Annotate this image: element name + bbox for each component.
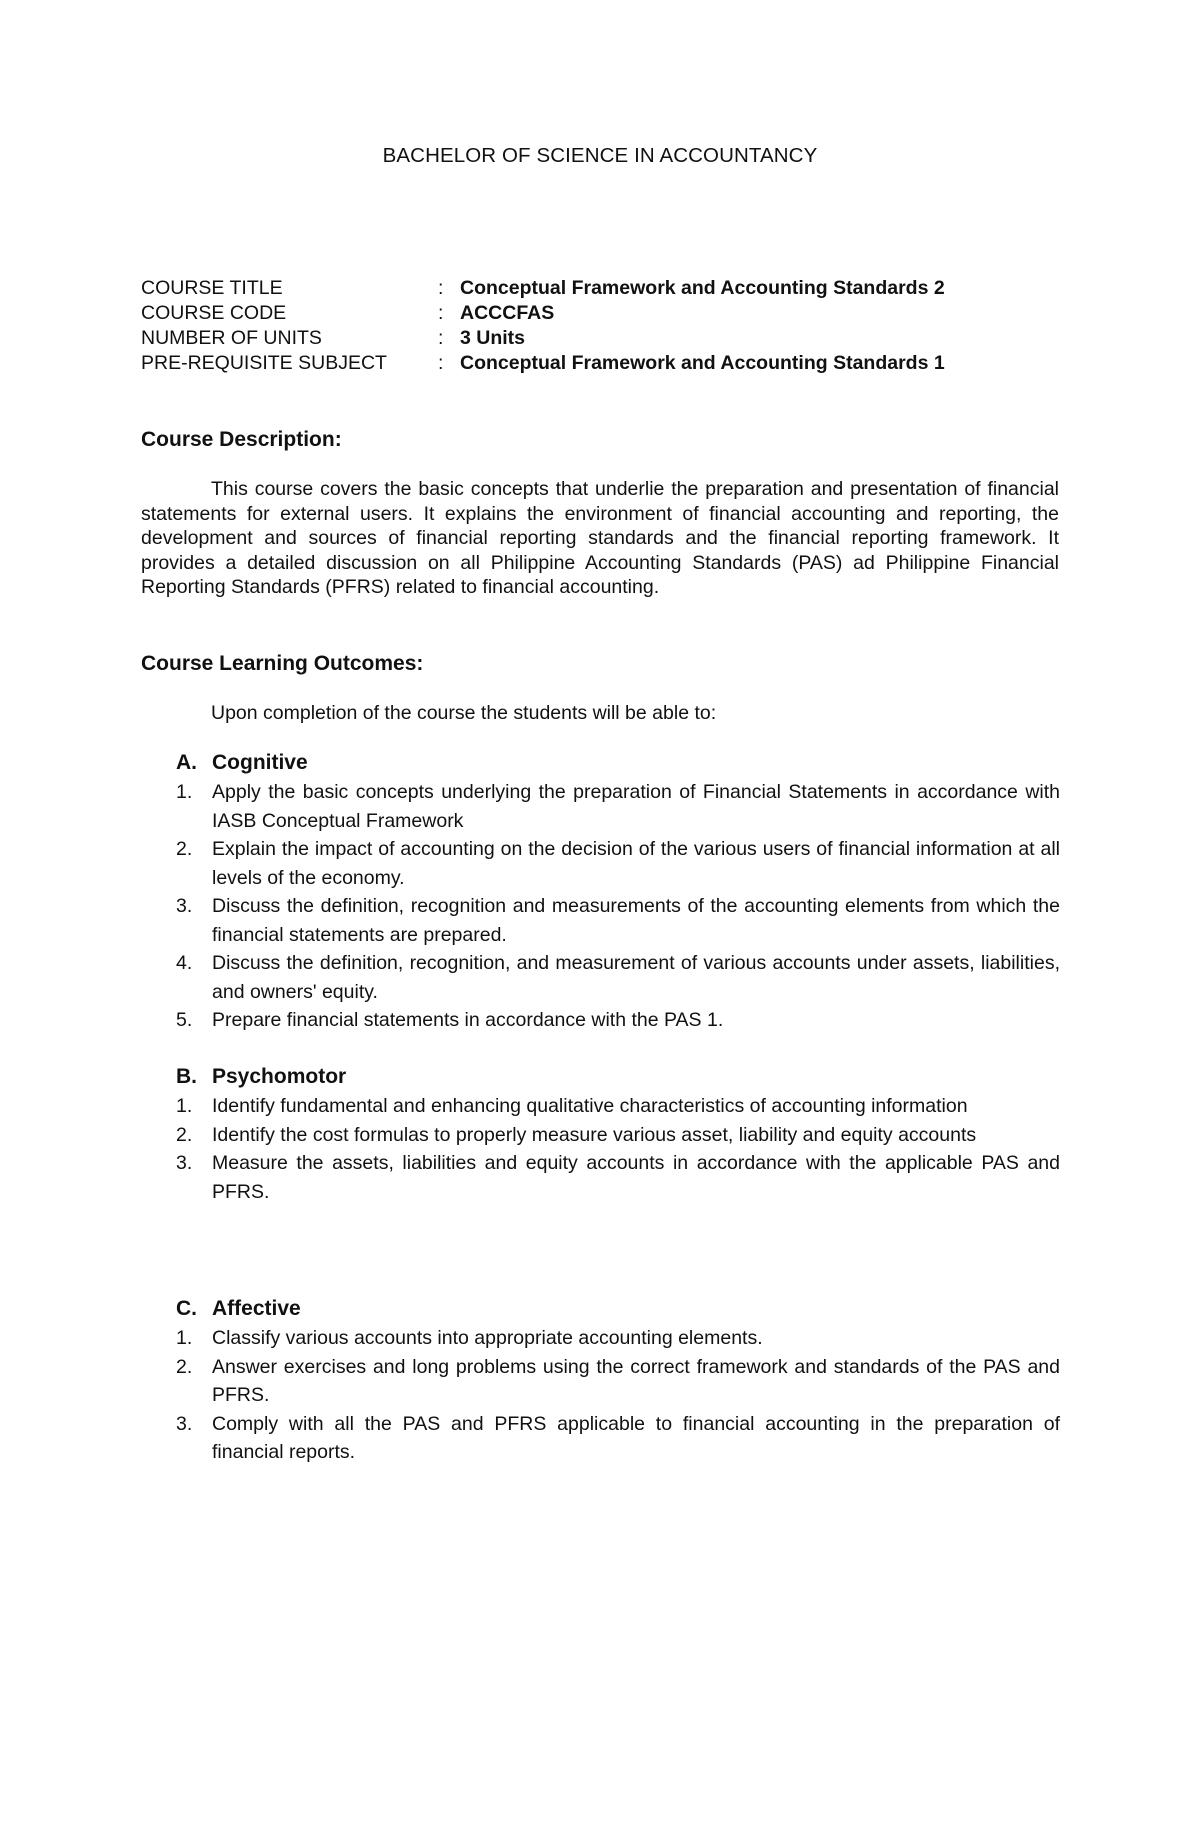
list-item bbox=[176, 1353, 1060, 1410]
course-code-label: COURSE CODE bbox=[141, 302, 287, 324]
learning-outcomes-intro: Upon completion of the course the students will be able to: bbox=[211, 702, 717, 724]
course-code-value: ACCCFAS bbox=[460, 302, 555, 324]
section-title: Affective bbox=[212, 1297, 301, 1320]
prerequisite-value: Conceptual Framework and Accounting Standards 1 bbox=[460, 352, 945, 374]
section-letter: A. bbox=[176, 751, 197, 774]
section-cognitive bbox=[176, 748, 1060, 1035]
section-letter: B. bbox=[176, 1065, 197, 1088]
list-item bbox=[176, 778, 1060, 835]
item-text: Identify fundamental and enhancing qualitative characteristics of accounting information bbox=[212, 1095, 968, 1117]
list-item bbox=[176, 1410, 1060, 1467]
course-info-block bbox=[141, 276, 945, 376]
learning-outcomes-heading: Course Learning Outcomes: bbox=[141, 652, 424, 675]
item-text: Discuss the definition, recognition and measurements of the accounting elements from which the financial statements are prepared. bbox=[212, 895, 1060, 946]
item-number: 2. bbox=[176, 1123, 193, 1146]
prerequisite-label: PRE-REQUISITE SUBJECT bbox=[141, 352, 387, 374]
course-title-value: Conceptual Framework and Accounting Standards 2 bbox=[460, 277, 945, 299]
number-of-units-row bbox=[141, 326, 945, 351]
document-title: BACHELOR OF SCIENCE IN ACCOUNTANCY bbox=[382, 144, 818, 167]
list-item bbox=[176, 1149, 1060, 1206]
section-title: Psychomotor bbox=[212, 1065, 347, 1088]
item-text: Classify various accounts into appropriate accounting elements. bbox=[212, 1327, 763, 1349]
list-item bbox=[176, 949, 1060, 1006]
section-heading bbox=[176, 748, 1060, 778]
outcome-list bbox=[176, 1324, 1060, 1467]
prerequisite-row bbox=[141, 351, 945, 376]
outcome-list bbox=[176, 1092, 1060, 1206]
prerequisite-colon: : bbox=[438, 352, 444, 374]
course-description-heading: Course Description: bbox=[141, 428, 342, 451]
course-description-text: This course covers the basic concepts that underlie the preparation and presentation of financial statements for external users. It explains the environment of financial accounting and reporting, the development and sources of financial reporting standards and the financial reporting framework. It provides a detailed discussion on all Philippine Accounting Standards (PAS) ad Philippine Financial Reporting Standards (PFRS) related to financial accounting. bbox=[141, 478, 1059, 599]
item-text: Measure the assets, liabilities and equity accounts in accordance with the applicable PAS and PFRS. bbox=[212, 1152, 1060, 1203]
item-number: 2. bbox=[176, 838, 193, 860]
item-number: 4. bbox=[176, 952, 193, 974]
section-title: Cognitive bbox=[212, 751, 308, 774]
section-heading bbox=[176, 1294, 1060, 1324]
item-text: Answer exercises and long problems using the correct framework and standards of the PAS and PFRS. bbox=[212, 1355, 1060, 1406]
item-number: 1. bbox=[176, 1095, 193, 1117]
list-item bbox=[176, 1006, 1060, 1035]
course-title-label: COURSE TITLE bbox=[141, 277, 283, 299]
list-item bbox=[176, 892, 1060, 949]
number-of-units-colon: : bbox=[438, 327, 444, 349]
section-affective bbox=[176, 1294, 1060, 1467]
item-text: Identify the cost formulas to properly measure various asset, liability and equity accounts bbox=[212, 1123, 977, 1146]
item-text: Explain the impact of accounting on the decision of the various users of financial information at all levels of the economy. bbox=[212, 838, 1060, 889]
item-text: Discuss the definition, recognition, and measurement of various accounts under assets, liabilities, and owners' equity. bbox=[212, 952, 1060, 1003]
list-item bbox=[176, 1324, 1060, 1353]
item-number: 3. bbox=[176, 1412, 193, 1435]
item-text: Comply with all the PAS and PFRS applicable to financial accounting in the preparation of financial reports. bbox=[212, 1412, 1060, 1463]
number-of-units-value: 3 Units bbox=[460, 327, 526, 349]
section-psychomotor bbox=[176, 1062, 1060, 1206]
list-item bbox=[176, 1121, 1060, 1150]
item-number: 3. bbox=[176, 895, 193, 917]
section-letter: C. bbox=[176, 1297, 197, 1320]
item-number: 3. bbox=[176, 1152, 193, 1174]
item-number: 2. bbox=[176, 1355, 193, 1378]
outcome-list bbox=[176, 778, 1060, 1035]
course-title-colon: : bbox=[438, 277, 444, 299]
course-title-row bbox=[141, 276, 945, 301]
number-of-units-label: NUMBER OF UNITS bbox=[141, 327, 322, 349]
item-number: 5. bbox=[176, 1009, 193, 1031]
list-item bbox=[176, 835, 1060, 892]
section-heading bbox=[176, 1062, 1060, 1092]
item-number: 1. bbox=[176, 1327, 193, 1349]
item-text: Prepare financial statements in accordance with the PAS 1. bbox=[212, 1009, 724, 1031]
item-text: Apply the basic concepts underlying the preparation of Financial Statements in accordance with IASB Conceptual Framework bbox=[212, 781, 1060, 832]
course-code-row bbox=[141, 301, 945, 326]
course-code-colon: : bbox=[438, 302, 444, 324]
list-item bbox=[176, 1092, 1060, 1121]
item-number: 1. bbox=[176, 781, 193, 803]
